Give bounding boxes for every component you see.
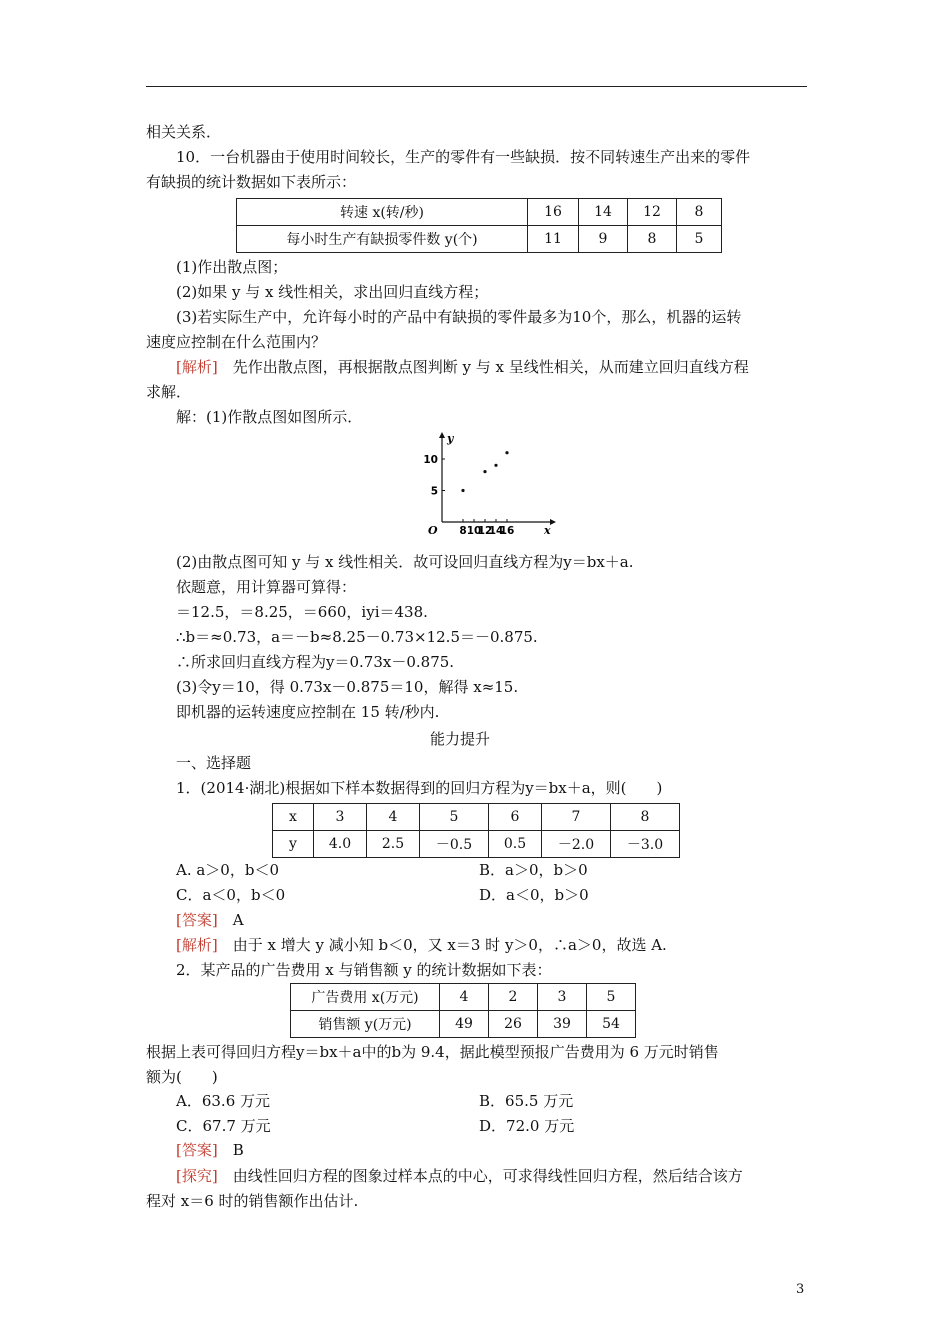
scatter-point [505, 451, 508, 454]
q1-option-d: D．a＜0，b＞0 [479, 886, 589, 904]
origin-label: O [428, 524, 438, 537]
q10-table-cell: 8 [677, 199, 722, 226]
q2-answer [176, 1140, 244, 1160]
q1-table-cell: －3.0 [611, 831, 680, 858]
q2-option-b: B．65.5 万元 [479, 1092, 574, 1110]
q1-table-y-label: y [273, 831, 314, 858]
q10-solution-5: ∴b＝≈0.73，a＝－b≈8.25－0.73×12.5＝－0.875. [176, 628, 538, 646]
analysis-tag: [解析] [176, 358, 218, 376]
q2-table-row2-label: 销售额 y(万元) [291, 1011, 440, 1038]
analysis-text: 先作出散点图，再根据散点图判断 y 与 x 呈线性相关，从而建立回归直线方程 [217, 358, 749, 376]
q2-table-cell: 39 [538, 1011, 587, 1038]
q2-table [290, 983, 636, 1038]
q2-table-cell: 49 [440, 1011, 489, 1038]
explore-text: 由线性回归方程的图象过样本点的中心，可求得线性回归方程，然后结合该方 [217, 1167, 743, 1185]
analysis-tag: [解析] [176, 936, 218, 954]
q1-table-cell: 4.0 [314, 831, 367, 858]
q2-explore [176, 1166, 743, 1186]
q2-option-c: C．67.7 万元 [176, 1117, 271, 1135]
q10-solution-1: 解：(1)作散点图如图所示． [176, 408, 363, 426]
q10-solution-8: 即机器的运转速度应控制在 15 转/秒内. [176, 703, 440, 721]
q10-solution-6: ∴所求回归直线方程为y＝0.73x－0.875. [176, 653, 455, 671]
answer-text: A [217, 911, 244, 929]
q10-solution-2: (2)由散点图可知 y 与 x 线性相关．故可设回归直线方程为y＝bx＋a. [176, 553, 634, 571]
q2-table-cell: 4 [440, 984, 489, 1011]
x-tick-label: 12 [477, 525, 493, 537]
q10-stem-1: 10．一台机器由于使用时间较长，生产的零件有一些缺损．按不同转速生产出来的零件 [176, 148, 751, 166]
x-tick-label: 10 [466, 525, 482, 537]
q1-table-cell: －2.0 [542, 831, 611, 858]
q10-table-cell: 8 [628, 226, 677, 253]
q10-solution-4: ＝12.5，＝8.25，＝660，iyi＝438. [176, 603, 428, 621]
q10-solution-7: (3)令y＝10，得 0.73x－0.875＝10，解得 x≈15. [176, 678, 519, 696]
q1-table-cell: 0.5 [489, 831, 542, 858]
q2-explore-2: 程对 x＝6 时的销售额作出估计. [146, 1192, 359, 1210]
q2-table-cell: 26 [489, 1011, 538, 1038]
q2-option-a: A．63.6 万元 [176, 1092, 270, 1110]
q10-analysis [176, 357, 749, 377]
y-tick-label: 10 [423, 454, 438, 466]
q2-option-d: D．72.0 万元 [479, 1117, 575, 1135]
q1-table-x-label: x [273, 804, 314, 831]
q2-stem-2b: 额为( ) [146, 1068, 218, 1086]
q10-table-cell: 9 [579, 226, 628, 253]
q1-table-cell: 4 [367, 804, 420, 831]
q10-solution-3: 依题意，用计算器可算得： [176, 578, 357, 596]
q1-table [272, 803, 680, 858]
q1-option-c: C．a＜0，b＜0 [176, 886, 286, 904]
y-tick-label: 5 [430, 485, 438, 498]
q2-table-cell: 5 [587, 984, 636, 1011]
q1-table-cell: 8 [611, 804, 680, 831]
q10-stem-2: 有缺损的统计数据如下表所示： [146, 173, 357, 191]
header-rule [146, 86, 807, 87]
q10-part-3b: 速度应控制在什么范围内？ [146, 333, 327, 351]
x-tick-label: 8 [459, 525, 467, 537]
answer-tag: [答案] [176, 911, 218, 929]
explore-tag: [探究] [176, 1167, 218, 1185]
q10-table-cell: 14 [579, 199, 628, 226]
q2-table-row1-label: 广告费用 x(万元) [291, 984, 440, 1011]
answer-text: B [217, 1141, 244, 1159]
q2-table-cell: 3 [538, 984, 587, 1011]
q1-option-a: A. a＞0，b＜0 [176, 861, 280, 879]
y-axis-label: y [447, 432, 454, 445]
page-number: 3 [796, 1282, 805, 1297]
scatter-point [483, 470, 486, 473]
q10-part-3a: (3)若实际生产中，允许每小时的产品中有缺损的零件最多为10个，那么，机器的运转 [176, 308, 742, 326]
scatter-plot [418, 430, 568, 540]
q10-part-2: (2)如果 y 与 x 线性相关，求出回归直线方程； [176, 283, 489, 301]
q1-answer [176, 910, 244, 930]
x-axis-label: x [544, 524, 551, 537]
analysis-text: 由于 x 增大 y 减小知 b＜0，又 x＝3 时 y＞0，∴a＞0，故选 A. [217, 936, 667, 954]
q10-table-cell: 16 [528, 199, 579, 226]
q10-table-cell: 12 [628, 199, 677, 226]
scatter-point [461, 489, 464, 492]
q10-analysis-2: 求解． [146, 383, 192, 401]
q1-table-cell: －0.5 [420, 831, 489, 858]
prev-tail: 相关关系． [146, 123, 222, 141]
x-axis-arrow [550, 519, 556, 525]
q2-table-cell: 54 [587, 1011, 636, 1038]
q10-table [236, 198, 722, 253]
q1-analysis [176, 935, 667, 955]
scatter-point [494, 464, 497, 467]
q2-stem-2a: 根据上表可得回归方程y＝bx＋a中的b为 9.4，据此模型预报广告费用为 6 万元时销售 [146, 1043, 719, 1061]
q1-table-cell: 6 [489, 804, 542, 831]
q1-option-b: B．a＞0，b＞0 [479, 861, 588, 879]
q2-stem: 2．某产品的广告费用 x 与销售额 y 的统计数据如下表： [176, 961, 552, 979]
section-title: 能力提升 [430, 730, 491, 748]
x-tick-label: 16 [499, 525, 515, 537]
q10-table-cell: 5 [677, 226, 722, 253]
q1-table-cell: 7 [542, 804, 611, 831]
section-subtitle: 一、选择题 [176, 754, 252, 772]
q1-table-cell: 5 [420, 804, 489, 831]
q2-table-cell: 2 [489, 984, 538, 1011]
q10-table-cell: 11 [528, 226, 579, 253]
q10-table-row1-label: 转速 x(转/秒) [237, 199, 528, 226]
q1-table-cell: 3 [314, 804, 367, 831]
q1-table-cell: 2.5 [367, 831, 420, 858]
q10-part-1: (1)作出散点图； [176, 258, 288, 276]
q10-table-row2-label: 每小时生产有缺损零件数 y(个) [237, 226, 528, 253]
x-tick-label: 14 [488, 525, 504, 537]
answer-tag: [答案] [176, 1141, 218, 1159]
q1-stem: 1．(2014·湖北)根据如下样本数据得到的回归方程为y＝bx＋a，则( ) [176, 779, 663, 797]
y-axis-arrow [439, 432, 445, 438]
